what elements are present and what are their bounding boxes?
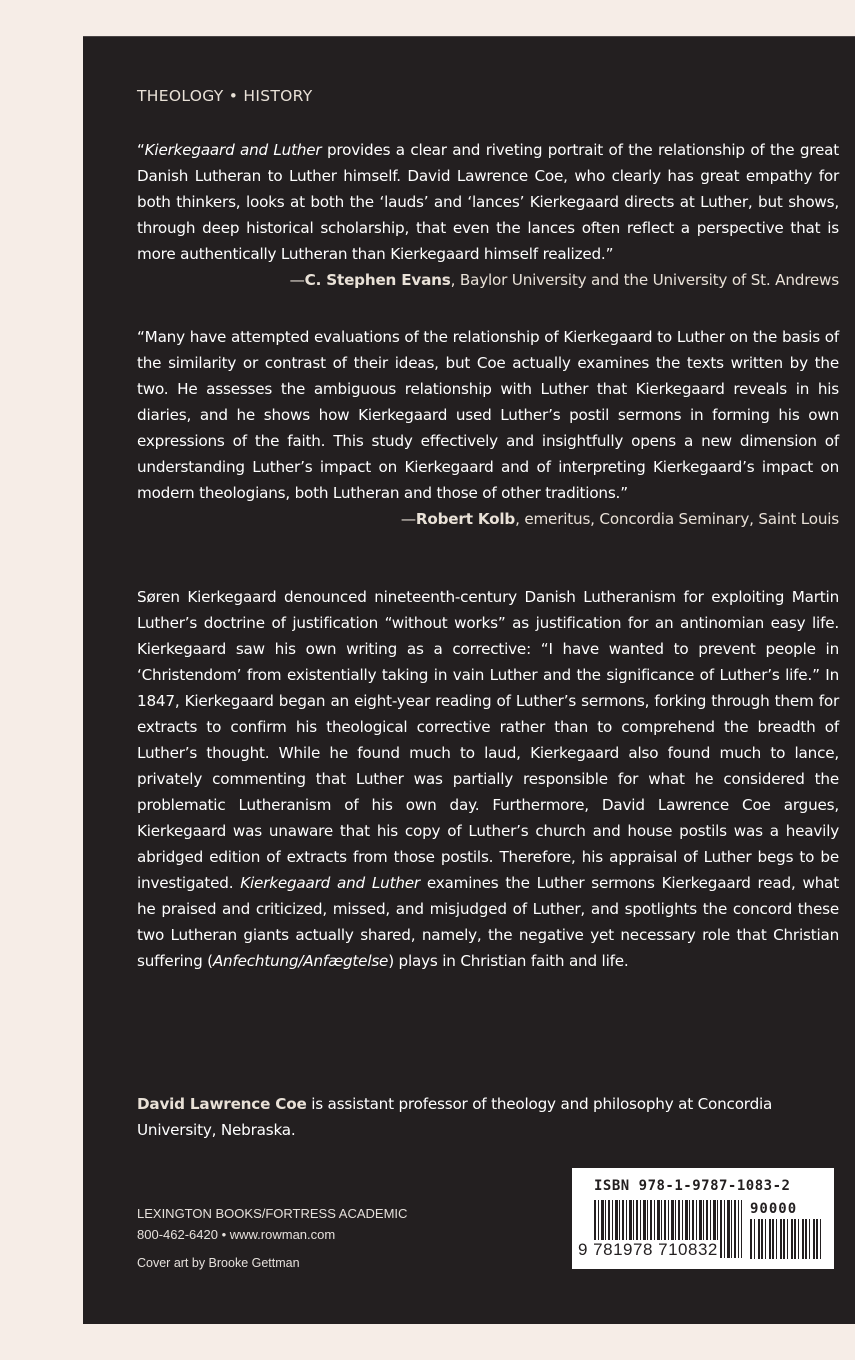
endorser-name: C. Stephen Evans xyxy=(304,271,451,289)
endorser-name: Robert Kolb xyxy=(415,510,516,528)
author-bio: David Lawrence Coe is assistant professor of theology and philosophy at Concordia University, Nebraska. xyxy=(137,1095,773,1139)
isbn-number: ISBN 978-1-9787-1083-2 xyxy=(594,1178,791,1194)
endorser-affiliation: , emeritus, Concordia Seminary, Saint Louis xyxy=(515,510,839,528)
cover-art-credit: Cover art by Brooke Gettman xyxy=(137,1256,300,1270)
addon-barcode-bars xyxy=(750,1219,822,1259)
italic-term: Anfechtung/Anfægtelse xyxy=(212,952,389,970)
endorsement-quote: “Many have attempted evaluations of the relationship of Kierkegaard to Luther on the basis of the similarity or contrast of their ideas, but Coe actually examines the texts written by the two. He assesses the ambiguous relationship with Luther that Kierkegaard reveals in his diaries, and he shows how Kierkegaard used Luther’s postil sermons in forming his own expressions of the faith. This study effectively and insightfully opens a new dimension of understanding Luther’s impact on Kierkegaard and of interpreting Kierkegaard’s impact on modern theologians, both Lutheran and those of other traditions.” xyxy=(137,328,839,502)
endorsement-quote: “Kierkegaard and Luther provides a clear and riveting portrait of the relationship of the great Danish Lutheran to Luther himself. David Lawrence Coe, who clearly has great empathy for both thinkers, looks at both the ‘lauds’ and ‘lances’ Kierkegaard directs at Luther, but shows, through deep historical scholarship, that even the lances often reflect a perspective that is more authentically Lutheran than Kierkegaard himself realized.” xyxy=(137,141,839,263)
endorsement-evans xyxy=(137,137,839,293)
publisher-name: LEXINGTON BOOKS/FORTRESS ACADEMIC xyxy=(137,1206,408,1221)
price-code: 90000 xyxy=(750,1201,798,1217)
ean-digits: 9 781978 710832 xyxy=(578,1240,718,1259)
back-cover-panel xyxy=(83,36,855,1324)
publisher-contact: 800-462-6420 • www.rowman.com xyxy=(137,1227,336,1242)
endorsement-kolb xyxy=(137,324,839,532)
book-title: Kierkegaard and Luther xyxy=(144,141,322,159)
category-label: THEOLOGY • HISTORY xyxy=(137,87,313,105)
endorsement-attribution: —C. Stephen Evans, Baylor University and the University of St. Andrews xyxy=(289,271,839,289)
publisher-info xyxy=(137,1203,407,1274)
isbn-barcode xyxy=(572,1168,834,1269)
endorsement-attribution: —Robert Kolb, emeritus, Concordia Seminary, Saint Louis xyxy=(400,510,839,528)
author-name: David Lawrence Coe xyxy=(137,1095,307,1113)
book-description: Søren Kierkegaard denounced nineteenth-century Danish Lutheranism for exploiting Martin Luther’s doctrine of justification “without works” as justification for an antinomian easy life. Kierkegaard saw his own writing as a corrective: “I have wanted to prevent people in ‘Christendom’ from existentially taking in vain Luther and the significance of Luther’s life.” In 1847, Kierkegaard began an eight-year reading of Luther’s sermons, forking through them for extracts to confirm his theological corrective rather than to comprehend the breadth of Luther’s thought. While he found much to laud, Kierkegaard also found much to lance, privately commenting that Luther was partially responsible for what he considered the problematic Lutheranism of his own day. Furthermore, David Lawrence Coe argues, Kierkegaard was unaware that his copy of Luther’s church and house postils was a heavily abridged edition of extracts from those postils. Therefore, his appraisal of Luther begs to be investigated. Kierkegaard and Luther examines the Luther sermons Kierkegaard read, what he praised and criticized, missed, and misjudged of Luther, and spotlights the concord these two Lutheran giants actually shared, namely, the negative yet necessary role that Christian suffering (Anfechtung/Anfægtelse) plays in Christian faith and life. xyxy=(137,588,839,970)
book-title: Kierkegaard and Luther xyxy=(240,874,420,892)
endorser-affiliation: , Baylor University and the University of St. Andrews xyxy=(450,271,839,289)
